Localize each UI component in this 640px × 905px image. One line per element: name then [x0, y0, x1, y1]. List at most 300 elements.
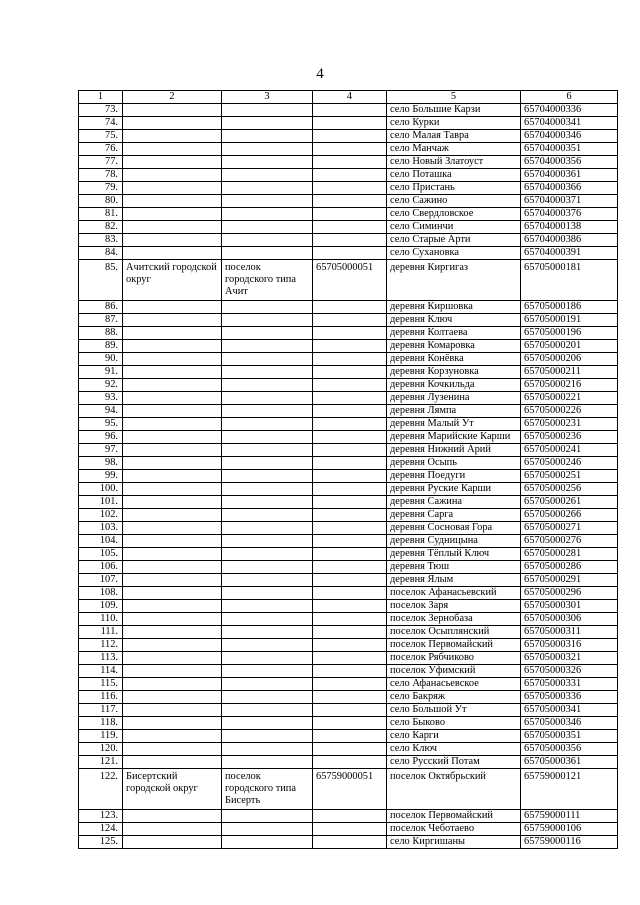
table-row — [79, 587, 618, 600]
admin-center-cell — [222, 665, 313, 678]
admin-center-cell — [222, 756, 313, 769]
admin-center-cell — [222, 496, 313, 509]
admin-center-code-cell — [313, 691, 387, 704]
admin-center-cell — [222, 548, 313, 561]
settlement-code-cell: 65704000341 — [521, 117, 618, 130]
row-number-cell: 100. — [79, 483, 123, 496]
table-row — [79, 483, 618, 496]
column-header: 4 — [313, 91, 387, 104]
admin-center-code-cell — [313, 496, 387, 509]
settlement-code-cell: 65705000326 — [521, 665, 618, 678]
row-number-cell: 120. — [79, 743, 123, 756]
table-row — [79, 260, 618, 301]
table-row — [79, 561, 618, 574]
settlement-name-cell: село Сухановка — [387, 247, 521, 260]
row-number-cell: 90. — [79, 353, 123, 366]
settlement-name-cell: поселок Уфимский — [387, 665, 521, 678]
admin-center-code-cell — [313, 665, 387, 678]
row-number-cell: 125. — [79, 836, 123, 849]
table-row — [79, 418, 618, 431]
settlement-name-cell: село Сажино — [387, 195, 521, 208]
settlement-name-cell: деревня Киргигаз — [387, 260, 521, 301]
settlement-name-cell: село Ключ — [387, 743, 521, 756]
settlement-code-cell: 65705000211 — [521, 366, 618, 379]
admin-center-code-cell — [313, 444, 387, 457]
settlement-name-cell: село Бакряж — [387, 691, 521, 704]
admin-center-code-cell — [313, 756, 387, 769]
table-row — [79, 156, 618, 169]
admin-center-code-cell — [313, 509, 387, 522]
admin-center-code-cell — [313, 169, 387, 182]
admin-center-cell — [222, 652, 313, 665]
settlement-name-cell: деревня Корзуновка — [387, 366, 521, 379]
municipality-cell — [123, 496, 222, 509]
admin-center-code-cell — [313, 457, 387, 470]
column-header: 2 — [123, 91, 222, 104]
admin-center-cell — [222, 704, 313, 717]
municipality-cell — [123, 470, 222, 483]
settlement-name-cell: поселок Зернобаза — [387, 613, 521, 626]
settlement-code-cell: 65704000371 — [521, 195, 618, 208]
settlement-name-cell: село Курки — [387, 117, 521, 130]
table-row — [79, 130, 618, 143]
settlement-code-cell: 65704000391 — [521, 247, 618, 260]
municipality-cell — [123, 169, 222, 182]
row-number-cell: 123. — [79, 810, 123, 823]
settlement-code-cell: 65704000346 — [521, 130, 618, 143]
settlement-name-cell: село Афанасьевское — [387, 678, 521, 691]
settlement-name-cell: деревня Тёплый Ключ — [387, 548, 521, 561]
admin-center-cell — [222, 613, 313, 626]
admin-center-cell — [222, 156, 313, 169]
admin-center-code-cell — [313, 810, 387, 823]
table-row — [79, 314, 618, 327]
admin-center-cell — [222, 392, 313, 405]
settlement-name-cell: деревня Колтаева — [387, 327, 521, 340]
settlement-name-cell: село Большой Ут — [387, 704, 521, 717]
settlement-code-cell: 65705000296 — [521, 587, 618, 600]
admin-center-cell — [222, 470, 313, 483]
admin-center-cell — [222, 405, 313, 418]
settlement-name-cell: село Новый Златоуст — [387, 156, 521, 169]
row-number-cell: 112. — [79, 639, 123, 652]
settlement-name-cell: село Симинчи — [387, 221, 521, 234]
settlement-name-cell: село Малая Тавра — [387, 130, 521, 143]
admin-center-code-cell — [313, 418, 387, 431]
settlement-name-cell: деревня Марийские Карши — [387, 431, 521, 444]
row-number-cell: 108. — [79, 587, 123, 600]
settlement-name-cell: село Старые Арти — [387, 234, 521, 247]
settlement-code-cell: 65705000251 — [521, 470, 618, 483]
settlement-name-cell: село Карги — [387, 730, 521, 743]
settlement-name-cell: поселок Октябрьский — [387, 769, 521, 810]
admin-center-cell — [222, 535, 313, 548]
table-row — [79, 626, 618, 639]
municipality-cell — [123, 652, 222, 665]
municipality-cell — [123, 743, 222, 756]
settlement-name-cell: деревня Судницына — [387, 535, 521, 548]
admin-center-code-cell — [313, 431, 387, 444]
settlement-name-cell: село Киргишаны — [387, 836, 521, 849]
settlements-table — [78, 90, 618, 849]
settlement-name-cell: деревня Конёвка — [387, 353, 521, 366]
municipality-cell — [123, 836, 222, 849]
table-row — [79, 574, 618, 587]
settlement-code-cell: 65705000201 — [521, 340, 618, 353]
settlement-name-cell: деревня Лямпа — [387, 405, 521, 418]
admin-center-code-cell — [313, 587, 387, 600]
settlement-code-cell: 65705000286 — [521, 561, 618, 574]
settlement-code-cell: 65705000181 — [521, 260, 618, 301]
municipality-cell — [123, 340, 222, 353]
row-number-cell: 102. — [79, 509, 123, 522]
admin-center-cell — [222, 353, 313, 366]
admin-center-cell — [222, 340, 313, 353]
settlement-code-cell: 65704000351 — [521, 143, 618, 156]
admin-center-cell — [222, 327, 313, 340]
admin-center-cell — [222, 522, 313, 535]
table-row — [79, 743, 618, 756]
settlement-name-cell: село Свердловское — [387, 208, 521, 221]
municipality-cell — [123, 561, 222, 574]
row-number-cell: 111. — [79, 626, 123, 639]
municipality-cell — [123, 600, 222, 613]
admin-center-cell — [222, 143, 313, 156]
municipality-cell — [123, 405, 222, 418]
admin-center-code-cell — [313, 143, 387, 156]
admin-center-cell — [222, 810, 313, 823]
municipality-cell — [123, 104, 222, 117]
table-row — [79, 457, 618, 470]
row-number-cell: 97. — [79, 444, 123, 457]
municipality-cell — [123, 665, 222, 678]
table-row — [79, 104, 618, 117]
settlement-code-cell: 65704000361 — [521, 169, 618, 182]
municipality-cell — [123, 392, 222, 405]
admin-center-code-cell — [313, 405, 387, 418]
admin-center-cell — [222, 104, 313, 117]
table-row — [79, 678, 618, 691]
table-row — [79, 327, 618, 340]
settlement-code-cell: 65705000196 — [521, 327, 618, 340]
row-number-cell: 110. — [79, 613, 123, 626]
settlement-name-cell: деревня Сажина — [387, 496, 521, 509]
municipality-cell — [123, 195, 222, 208]
row-number-cell: 86. — [79, 301, 123, 314]
row-number-cell: 104. — [79, 535, 123, 548]
row-number-cell: 99. — [79, 470, 123, 483]
municipality-cell — [123, 143, 222, 156]
settlement-name-cell: деревня Лузенина — [387, 392, 521, 405]
table-row — [79, 730, 618, 743]
row-number-cell: 98. — [79, 457, 123, 470]
settlement-name-cell: деревня Тюш — [387, 561, 521, 574]
municipality-cell — [123, 208, 222, 221]
admin-center-code-cell — [313, 195, 387, 208]
row-number-cell: 84. — [79, 247, 123, 260]
settlement-code-cell: 65705000186 — [521, 301, 618, 314]
table-header-row — [79, 91, 618, 104]
admin-center-cell: поселок городского типа Бисерть — [222, 769, 313, 810]
settlement-code-cell: 65705000266 — [521, 509, 618, 522]
admin-center-cell — [222, 366, 313, 379]
row-number-cell: 124. — [79, 823, 123, 836]
settlement-name-cell: деревня Сосновая Гора — [387, 522, 521, 535]
table-row — [79, 340, 618, 353]
admin-center-cell — [222, 483, 313, 496]
settlement-code-cell: 65705000281 — [521, 548, 618, 561]
settlement-code-cell: 65705000341 — [521, 704, 618, 717]
admin-center-cell — [222, 457, 313, 470]
row-number-cell: 93. — [79, 392, 123, 405]
settlement-name-cell: село Манчаж — [387, 143, 521, 156]
row-number-cell: 79. — [79, 182, 123, 195]
municipality-cell — [123, 522, 222, 535]
settlement-code-cell: 65705000351 — [521, 730, 618, 743]
row-number-cell: 118. — [79, 717, 123, 730]
settlement-code-cell: 65705000241 — [521, 444, 618, 457]
table-row — [79, 353, 618, 366]
admin-center-code-cell — [313, 613, 387, 626]
municipality-cell — [123, 247, 222, 260]
row-number-cell: 81. — [79, 208, 123, 221]
admin-center-code-cell — [313, 717, 387, 730]
table-row — [79, 221, 618, 234]
admin-center-cell — [222, 743, 313, 756]
settlement-name-cell: деревня Нижний Арий — [387, 444, 521, 457]
admin-center-code-cell — [313, 340, 387, 353]
table-row — [79, 182, 618, 195]
admin-center-cell — [222, 221, 313, 234]
settlement-name-cell: поселок Афанасьевский — [387, 587, 521, 600]
settlement-name-cell: село Поташка — [387, 169, 521, 182]
settlement-name-cell: деревня Малый Ут — [387, 418, 521, 431]
admin-center-code-cell — [313, 626, 387, 639]
admin-center-code-cell — [313, 704, 387, 717]
row-number-cell: 113. — [79, 652, 123, 665]
settlement-code-cell: 65705000321 — [521, 652, 618, 665]
table-row — [79, 366, 618, 379]
row-number-cell: 106. — [79, 561, 123, 574]
table-row — [79, 379, 618, 392]
municipality-cell — [123, 730, 222, 743]
admin-center-cell — [222, 234, 313, 247]
admin-center-code-cell — [313, 600, 387, 613]
municipality-cell — [123, 704, 222, 717]
admin-center-code-cell — [313, 678, 387, 691]
settlement-code-cell: 65705000226 — [521, 405, 618, 418]
row-number-cell: 83. — [79, 234, 123, 247]
municipality-cell — [123, 379, 222, 392]
admin-center-cell — [222, 431, 313, 444]
row-number-cell: 109. — [79, 600, 123, 613]
settlement-code-cell: 65759000111 — [521, 810, 618, 823]
municipality-cell — [123, 678, 222, 691]
table-row — [79, 535, 618, 548]
settlement-name-cell: деревня Кочкильда — [387, 379, 521, 392]
table-row — [79, 769, 618, 810]
admin-center-cell — [222, 823, 313, 836]
admin-center-cell — [222, 418, 313, 431]
row-number-cell: 107. — [79, 574, 123, 587]
row-number-cell: 87. — [79, 314, 123, 327]
admin-center-cell — [222, 117, 313, 130]
municipality-cell — [123, 431, 222, 444]
admin-center-cell — [222, 561, 313, 574]
municipality-cell — [123, 130, 222, 143]
admin-center-code-cell — [313, 730, 387, 743]
admin-center-code-cell — [313, 639, 387, 652]
municipality-cell — [123, 691, 222, 704]
row-number-cell: 78. — [79, 169, 123, 182]
municipality-cell — [123, 234, 222, 247]
admin-center-cell — [222, 717, 313, 730]
settlement-code-cell: 65705000261 — [521, 496, 618, 509]
row-number-cell: 122. — [79, 769, 123, 810]
row-number-cell: 96. — [79, 431, 123, 444]
row-number-cell: 121. — [79, 756, 123, 769]
admin-center-code-cell — [313, 548, 387, 561]
admin-center-cell — [222, 130, 313, 143]
table-row — [79, 247, 618, 260]
row-number-cell: 88. — [79, 327, 123, 340]
settlement-code-cell: 65705000271 — [521, 522, 618, 535]
admin-center-code-cell — [313, 208, 387, 221]
municipality-cell — [123, 548, 222, 561]
admin-center-cell — [222, 730, 313, 743]
municipality-cell — [123, 117, 222, 130]
settlement-code-cell: 65705000336 — [521, 691, 618, 704]
row-number-cell: 85. — [79, 260, 123, 301]
admin-center-code-cell — [313, 823, 387, 836]
table-row — [79, 810, 618, 823]
column-header: 1 — [79, 91, 123, 104]
row-number-cell: 92. — [79, 379, 123, 392]
settlement-code-cell: 65705000316 — [521, 639, 618, 652]
row-number-cell: 114. — [79, 665, 123, 678]
municipality-cell: Бисертский городской округ — [123, 769, 222, 810]
settlement-code-cell: 65705000221 — [521, 392, 618, 405]
municipality-cell — [123, 457, 222, 470]
admin-center-cell — [222, 587, 313, 600]
table-row — [79, 195, 618, 208]
settlement-name-cell: деревня Осыпь — [387, 457, 521, 470]
table-row — [79, 117, 618, 130]
municipality-cell: Ачитский городской округ — [123, 260, 222, 301]
settlement-name-cell: деревня Сарга — [387, 509, 521, 522]
admin-center-code-cell — [313, 314, 387, 327]
admin-center-code-cell — [313, 392, 387, 405]
table-row — [79, 509, 618, 522]
row-number-cell: 105. — [79, 548, 123, 561]
municipality-cell — [123, 301, 222, 314]
municipality-cell — [123, 810, 222, 823]
settlement-name-cell: деревня Ключ — [387, 314, 521, 327]
settlement-name-cell: поселок Чеботаево — [387, 823, 521, 836]
row-number-cell: 117. — [79, 704, 123, 717]
settlement-code-cell: 65705000191 — [521, 314, 618, 327]
municipality-cell — [123, 314, 222, 327]
table-row — [79, 639, 618, 652]
municipality-cell — [123, 756, 222, 769]
municipality-cell — [123, 574, 222, 587]
settlement-code-cell: 65705000311 — [521, 626, 618, 639]
table-row — [79, 431, 618, 444]
settlement-code-cell: 65759000121 — [521, 769, 618, 810]
table-row — [79, 704, 618, 717]
municipality-cell — [123, 639, 222, 652]
settlement-code-cell: 65705000206 — [521, 353, 618, 366]
row-number-cell: 82. — [79, 221, 123, 234]
settlement-name-cell: поселок Рябчиково — [387, 652, 521, 665]
table-row — [79, 208, 618, 221]
table-row — [79, 444, 618, 457]
row-number-cell: 95. — [79, 418, 123, 431]
settlement-name-cell: село Русский Потам — [387, 756, 521, 769]
table-row — [79, 301, 618, 314]
admin-center-code-cell — [313, 353, 387, 366]
municipality-cell — [123, 353, 222, 366]
admin-center-cell — [222, 626, 313, 639]
admin-center-code-cell — [313, 117, 387, 130]
settlement-name-cell: село Пристань — [387, 182, 521, 195]
settlement-code-cell: 65705000256 — [521, 483, 618, 496]
admin-center-code-cell — [313, 156, 387, 169]
admin-center-code-cell — [313, 130, 387, 143]
settlement-code-cell: 65705000276 — [521, 535, 618, 548]
row-number-cell: 73. — [79, 104, 123, 117]
admin-center-code-cell: 65759000051 — [313, 769, 387, 810]
admin-center-code-cell — [313, 247, 387, 260]
column-header: 3 — [222, 91, 313, 104]
municipality-cell — [123, 156, 222, 169]
row-number-cell: 74. — [79, 117, 123, 130]
municipality-cell — [123, 418, 222, 431]
settlement-code-cell: 65704000366 — [521, 182, 618, 195]
settlement-name-cell: деревня Комаровка — [387, 340, 521, 353]
settlement-code-cell: 65704000138 — [521, 221, 618, 234]
row-number-cell: 76. — [79, 143, 123, 156]
settlement-code-cell: 65705000361 — [521, 756, 618, 769]
settlement-code-cell: 65705000246 — [521, 457, 618, 470]
admin-center-cell — [222, 247, 313, 260]
settlement-name-cell: поселок Первомайский — [387, 639, 521, 652]
municipality-cell — [123, 444, 222, 457]
admin-center-code-cell — [313, 366, 387, 379]
settlement-name-cell: деревня Киршовка — [387, 301, 521, 314]
municipality-cell — [123, 509, 222, 522]
admin-center-cell — [222, 208, 313, 221]
admin-center-cell — [222, 574, 313, 587]
admin-center-cell — [222, 301, 313, 314]
admin-center-code-cell: 65705000051 — [313, 260, 387, 301]
row-number-cell: 94. — [79, 405, 123, 418]
settlement-name-cell: деревня Руские Карши — [387, 483, 521, 496]
admin-center-code-cell — [313, 327, 387, 340]
admin-center-cell: поселок городского типа Ачит — [222, 260, 313, 301]
row-number-cell: 80. — [79, 195, 123, 208]
municipality-cell — [123, 182, 222, 195]
table-row — [79, 691, 618, 704]
column-header: 6 — [521, 91, 618, 104]
settlement-code-cell: 65704000386 — [521, 234, 618, 247]
municipality-cell — [123, 221, 222, 234]
settlement-name-cell: поселок Первомайский — [387, 810, 521, 823]
admin-center-code-cell — [313, 182, 387, 195]
municipality-cell — [123, 626, 222, 639]
admin-center-code-cell — [313, 743, 387, 756]
municipality-cell — [123, 613, 222, 626]
